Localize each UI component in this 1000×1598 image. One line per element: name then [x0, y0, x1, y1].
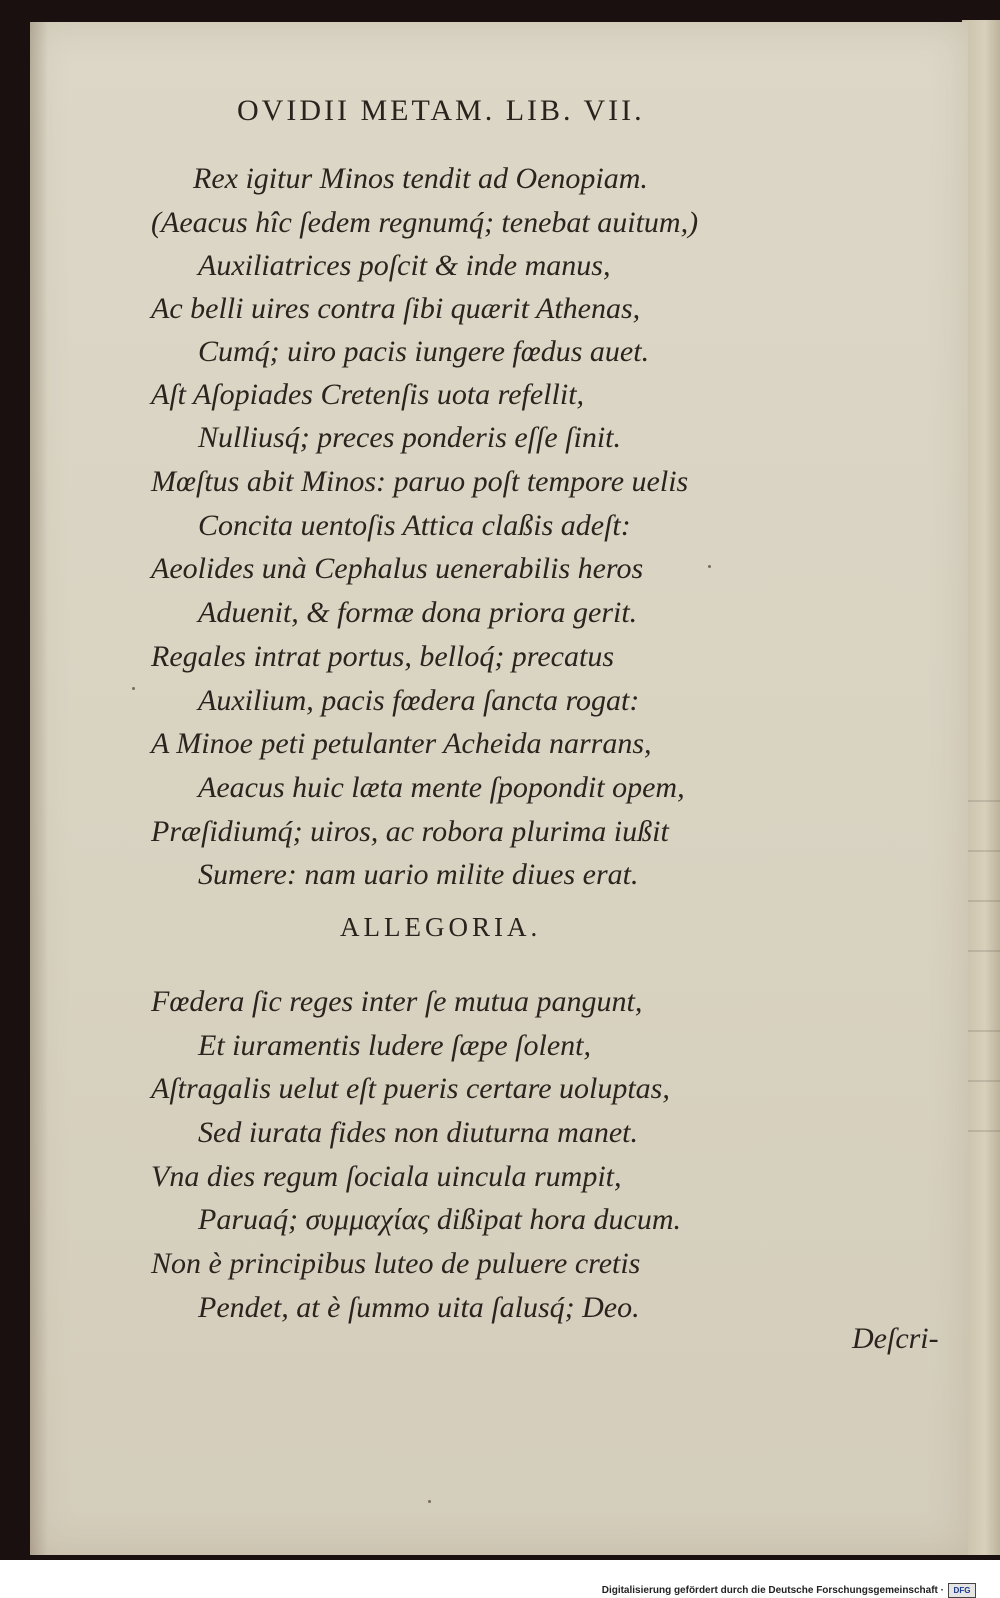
verse-line: Auxilium, pacis fœdera ſancta rogat: [198, 684, 640, 717]
verse-line: Aduenit, & formæ dona priora gerit. [198, 596, 638, 629]
verse-line: Præſidiumq́; uiros, ac robora plurima iußit [151, 815, 669, 848]
verse-line: Rex igitur Minos tendit ad Oenopiam. [193, 162, 648, 195]
ink-speck [428, 1500, 431, 1503]
section-heading: ALLEGORIA. [340, 912, 542, 942]
verse-line: Nulliusq́; preces ponderis eſſe ſinit. [198, 421, 622, 454]
verse-line: (Aeacus hîc ſedem regnumq́; tenebat auitum,) [151, 206, 699, 239]
ink-speck [132, 687, 135, 690]
ink-speck [708, 565, 711, 568]
verse-line: Fœdera ſic reges inter ſe mutua pangunt, [151, 985, 643, 1018]
digitization-credit: Digitalisierung gefördert durch die Deutsche Forschungsgemeinschaft · [601, 1585, 944, 1596]
verse-line: Aeolides unà Cephalus uenerabilis heros [151, 552, 644, 585]
verse-line: Aſtragalis uelut eſt pueris certare uoluptas, [151, 1072, 670, 1105]
catchword: Deſcri- [852, 1322, 939, 1355]
verse-line: Non è principibus luteo de puluere cretis [151, 1247, 641, 1280]
verse-line: Concita uentoſis Attica claßis adeſt: [198, 509, 631, 542]
verse-line: Regales intrat portus, belloq́; precatus [151, 640, 615, 673]
running-head: OVIDII METAM. LIB. VII. [237, 94, 645, 127]
verse-line: Sumere: nam uario milite diues erat. [198, 858, 639, 891]
dfg-logo: DFG [948, 1583, 976, 1598]
verse-line: Aeacus huic læta mente ſpopondit opem, [198, 771, 685, 804]
verse-line: Cumq́; uiro pacis iungere fœdus auet. [198, 335, 650, 368]
verse-line: Vna dies regum ſociala uincula rumpit, [151, 1160, 622, 1193]
verse-line: Aſt Aſopiades Cretenſis uota refellit, [151, 378, 585, 411]
verse-line: Paruaq́; συμμαχίας dißipat hora ducum. [198, 1203, 682, 1236]
verse-line: Ac belli uires contra ſibi quærit Athenas, [151, 292, 641, 325]
book-page [30, 22, 968, 1555]
verse-line: Et iuramentis ludere ſæpe ſolent, [198, 1029, 592, 1062]
verse-line: Mœſtus abit Minos: paruo poſt tempore uelis [151, 465, 689, 498]
verse-line: Sed iurata fides non diuturna manet. [198, 1116, 638, 1149]
verse-line: A Minoe peti petulanter Acheida narrans, [151, 727, 652, 760]
verse-line: Pendet, at è ſummo uita ſalusq́; Deo. [198, 1291, 640, 1324]
verse-line: Auxiliatrices poſcit & inde manus, [198, 249, 611, 282]
